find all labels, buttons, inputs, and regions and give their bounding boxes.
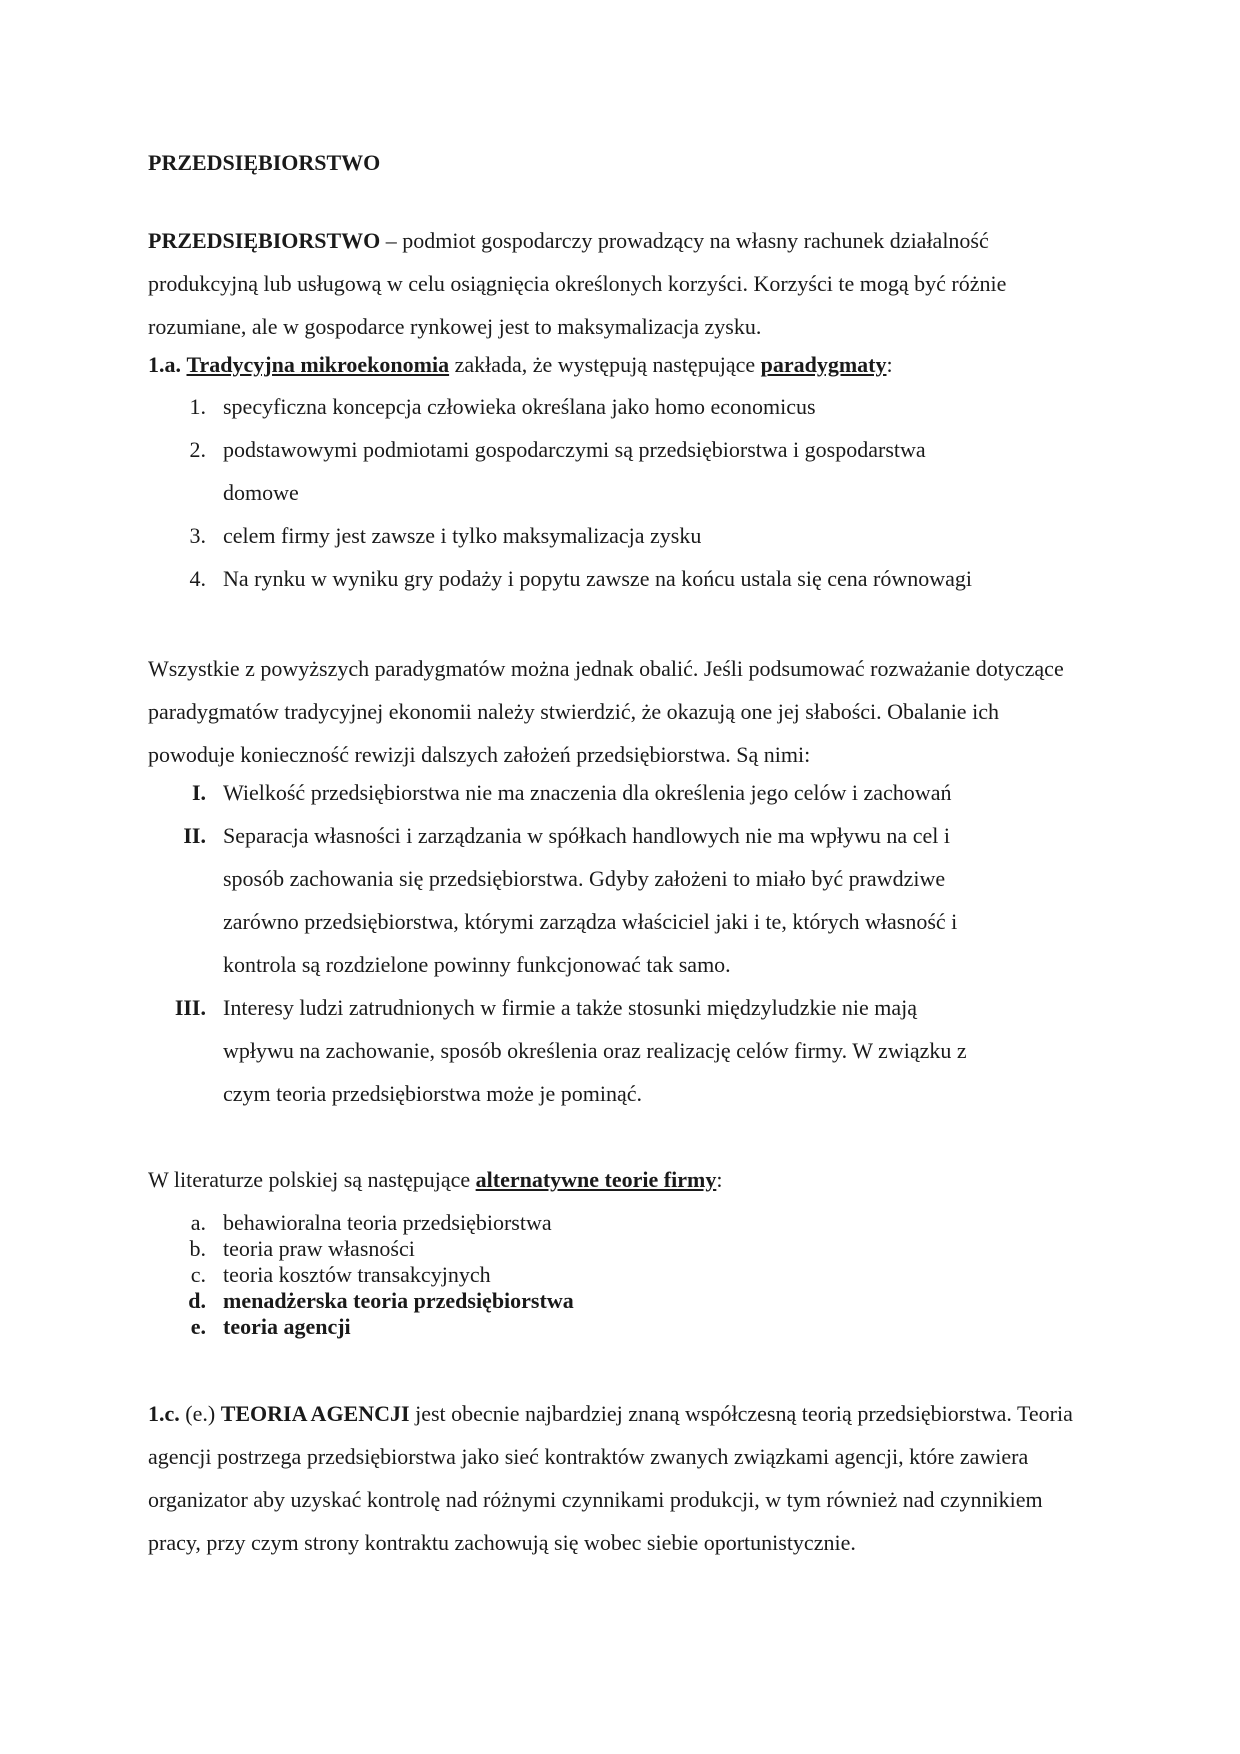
roman-item-text: sposób zachowania się przedsiębiorstwa. Gdyby założeni to miało być prawdziwe <box>223 866 946 891</box>
roman-item-text: zarówno przedsiębiorstwa, którymi zarządza właściciel jaki i te, których własność i <box>223 909 958 934</box>
list-item-text: specyficzna koncepcja człowieka określana jako homo economicus <box>223 394 816 419</box>
intro-text: – podmiot gospodarczy prowadzący na własny rachunek działalność produkcyjną lub usługową w celu osiągnięcia określonych korzyści. Korzyści te mogą być różnie rozumiane, ale w gospodarce rynkowej jest to maksymalizacja zysku. <box>148 228 1007 339</box>
section-term: Tradycyjna mikroekonomia <box>186 352 450 377</box>
list-item-text: behawioralna teoria przedsiębiorstwa <box>223 1210 552 1235</box>
roman-item-text: kontrola są rozdzielone powinny funkcjonować tak samo. <box>223 952 731 977</box>
roman-item-text: Wielkość przedsiębiorstwa nie ma znaczenia dla określenia jego celów i zachowań <box>223 780 952 805</box>
roman-item-text: czym teoria przedsiębiorstwa może je pominąć. <box>223 1081 643 1106</box>
literature-text: W literaturze polskiej są następujące <box>148 1167 476 1192</box>
list-marker: e. <box>190 1314 206 1339</box>
roman-marker: III. <box>174 995 206 1020</box>
list-item-text: podstawowymi podmiotami gospodarczymi są przedsiębiorstwa i gospodarstwa <box>223 437 926 462</box>
section-end: : <box>886 352 893 377</box>
roman-list <box>148 778 1088 1118</box>
list-marker: 4. <box>189 566 206 591</box>
section-1c-text: jest obecnie najbardziej znaną współczesną teorią przedsiębiorstwa. Teoria agencji postrzega przedsiębiorstwa jako sieć kontraktów zwanych związkami agencji, które zawiera organizator aby uzyskać kontrolę nad różnymi czynnikami produkcji, w tym również nad czynnikiem pracy, przy czym strony kontraktu zachowują się wobec siebie oportunistycznie. <box>148 1401 1073 1555</box>
list-marker: 2. <box>189 437 206 462</box>
section-1a-heading <box>148 350 1088 380</box>
section-1c-label: 1.c. <box>148 1401 180 1426</box>
list-item-text: celem firmy jest zawsze i tylko maksymalizacja zysku <box>223 523 702 548</box>
section-term-2: paradygmaty <box>760 352 887 377</box>
roman-item-text: wpływu na zachowanie, sposób określenia oraz realizację celów firmy. W związku z <box>223 1038 967 1063</box>
literature-paragraph <box>148 1165 1088 1195</box>
list-item-text: teoria praw własności <box>223 1236 415 1261</box>
list-item-text: teoria agencji <box>223 1314 351 1339</box>
list-item-text: domowe <box>223 480 299 505</box>
section-label: 1.a. <box>148 352 181 377</box>
list-marker: b. <box>189 1236 206 1261</box>
literature-end: : <box>716 1167 723 1192</box>
list-item-text: Na rynku w wyniku gry podaży i popytu zawsze na końcu ustala się cena równowagi <box>223 566 973 591</box>
list-marker: 1. <box>189 394 206 419</box>
roman-item-text: Interesy ludzi zatrudnionych w firmie a także stosunki międzyludzkie nie mają <box>223 995 917 1020</box>
list-marker: d. <box>188 1288 206 1313</box>
summary-paragraph: Wszystkie z powyższych paradygmatów można jednak obalić. Jeśli podsumować rozważanie dotyczące paradygmatów tradycyjnej ekonomii należy stwierdzić, że okazują one jej słabości. Obalanie ich powoduje konieczność rewizji dalszych założeń przedsiębiorstwa. Są nimi: <box>148 656 1064 767</box>
section-mid-text: zakłada, że występują następujące <box>449 352 761 377</box>
page-title: PRZEDSIĘBIORSTWO <box>148 150 381 175</box>
section-1c-paragraph <box>148 1392 1088 1564</box>
list-marker: a. <box>190 1210 206 1235</box>
section-1c-paren: (e.) <box>179 1401 221 1426</box>
section-1c-term: TEORIA AGENCJI <box>220 1401 410 1426</box>
roman-item-text: Separacja własności i zarządzania w spółkach handlowych nie ma wpływu na cel i <box>223 823 950 848</box>
literature-term: alternatywne teorie firmy <box>475 1167 717 1192</box>
roman-marker: I. <box>191 780 206 805</box>
paradigm-list <box>148 392 1088 602</box>
list-marker: c. <box>190 1262 206 1287</box>
list-item-text: teoria kosztów transakcyjnych <box>223 1262 491 1287</box>
list-marker: 3. <box>189 523 206 548</box>
intro-paragraph <box>148 219 1088 348</box>
theory-list <box>148 1208 1088 1358</box>
intro-term: PRZEDSIĘBIORSTWO <box>148 228 381 253</box>
list-item-text: menadżerska teoria przedsiębiorstwa <box>223 1288 574 1313</box>
roman-marker: II. <box>183 823 206 848</box>
